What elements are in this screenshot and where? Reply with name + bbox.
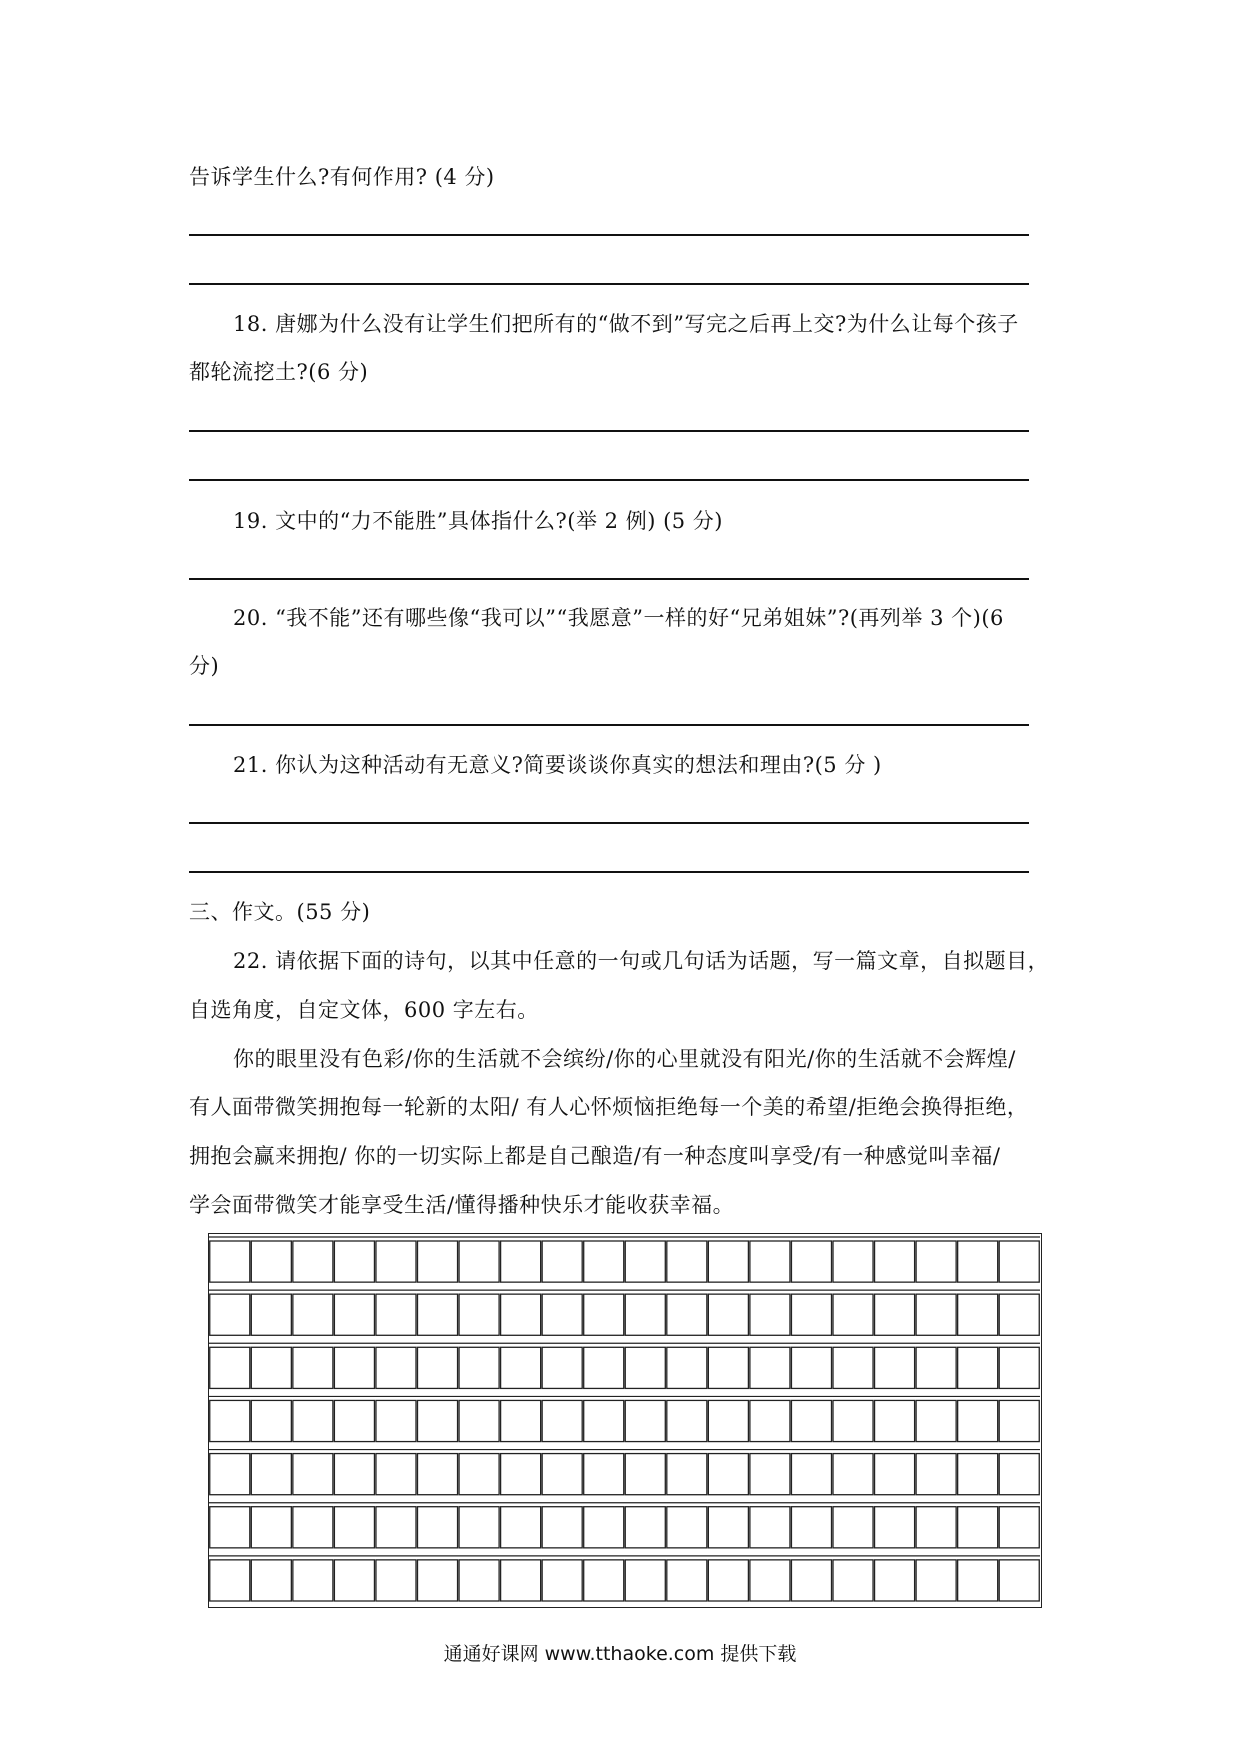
grid-cell[interactable] bbox=[625, 1507, 665, 1548]
grid-cell[interactable] bbox=[376, 1347, 416, 1388]
grid-cell[interactable] bbox=[459, 1507, 499, 1548]
grid-cell[interactable] bbox=[251, 1347, 291, 1388]
question-20-line1: 20. “我不能”还有哪些像“我可以”“我愿意”一样的好“兄弟姐妹”?(再列举 3 个)(6 bbox=[233, 606, 1004, 630]
grid-cell[interactable] bbox=[833, 1400, 873, 1441]
grid-cell[interactable] bbox=[334, 1454, 374, 1495]
grid-cell[interactable] bbox=[251, 1294, 291, 1335]
grid-cell[interactable] bbox=[791, 1241, 831, 1282]
grid-cell[interactable] bbox=[293, 1454, 333, 1495]
grid-cell[interactable] bbox=[625, 1400, 665, 1441]
grid-cell[interactable] bbox=[708, 1347, 748, 1388]
grid-cell[interactable] bbox=[667, 1507, 707, 1548]
grid-cell[interactable] bbox=[418, 1454, 458, 1495]
question-19: 19. 文中的“力不能胜”具体指什么?(举 2 例) (5 分) bbox=[233, 509, 723, 533]
grid-cell[interactable] bbox=[501, 1454, 541, 1495]
writing-grid-svg bbox=[209, 1234, 1040, 1606]
grid-cell[interactable] bbox=[251, 1241, 291, 1282]
grid-cell[interactable] bbox=[376, 1560, 416, 1601]
grid-cell[interactable] bbox=[584, 1347, 624, 1388]
grid-cell[interactable] bbox=[501, 1241, 541, 1282]
grid-cell[interactable] bbox=[418, 1560, 458, 1601]
grid-cell[interactable] bbox=[708, 1560, 748, 1601]
answer-line[interactable] bbox=[189, 871, 1029, 873]
grid-cell[interactable] bbox=[916, 1560, 956, 1601]
grid-cell[interactable] bbox=[625, 1294, 665, 1335]
grid-cell[interactable] bbox=[791, 1560, 831, 1601]
grid-cell[interactable] bbox=[791, 1347, 831, 1388]
answer-line[interactable] bbox=[189, 283, 1029, 285]
grid-cell[interactable] bbox=[750, 1241, 790, 1282]
grid-cell[interactable] bbox=[708, 1400, 748, 1441]
grid-cell[interactable] bbox=[750, 1560, 790, 1601]
grid-cell[interactable] bbox=[875, 1454, 915, 1495]
grid-cell[interactable] bbox=[833, 1560, 873, 1601]
answer-line[interactable] bbox=[189, 430, 1029, 432]
grid-cell[interactable] bbox=[999, 1400, 1039, 1441]
grid-cell[interactable] bbox=[542, 1294, 582, 1335]
grid-cell[interactable] bbox=[210, 1294, 250, 1335]
grid-cell[interactable] bbox=[334, 1241, 374, 1282]
grid-cell[interactable] bbox=[376, 1507, 416, 1548]
grid-cell[interactable] bbox=[293, 1241, 333, 1282]
grid-cell[interactable] bbox=[584, 1560, 624, 1601]
grid-cell[interactable] bbox=[958, 1454, 998, 1495]
grid-cell[interactable] bbox=[542, 1507, 582, 1548]
grid-cell[interactable] bbox=[210, 1347, 250, 1388]
grid-cell[interactable] bbox=[625, 1241, 665, 1282]
grid-cell[interactable] bbox=[334, 1560, 374, 1601]
grid-cell[interactable] bbox=[958, 1507, 998, 1548]
grid-cell[interactable] bbox=[251, 1507, 291, 1548]
question-21: 21. 你认为这种活动有无意义?简要谈谈你真实的想法和理由?(5 分 ) bbox=[233, 753, 882, 777]
grid-cell[interactable] bbox=[958, 1347, 998, 1388]
grid-cell[interactable] bbox=[833, 1294, 873, 1335]
grid-cell[interactable] bbox=[999, 1347, 1039, 1388]
grid-cell[interactable] bbox=[334, 1347, 374, 1388]
question-20-line2: 分) bbox=[189, 654, 220, 678]
grid-cell[interactable] bbox=[667, 1241, 707, 1282]
composition-prompt-line2: 自选角度，自定文体，600 字左右。 bbox=[189, 998, 539, 1022]
grid-cell[interactable] bbox=[210, 1454, 250, 1495]
grid-cell[interactable] bbox=[833, 1241, 873, 1282]
grid-cell[interactable] bbox=[334, 1400, 374, 1441]
grid-cell[interactable] bbox=[916, 1400, 956, 1441]
grid-cell[interactable] bbox=[334, 1294, 374, 1335]
grid-cell[interactable] bbox=[667, 1294, 707, 1335]
grid-cell[interactable] bbox=[708, 1241, 748, 1282]
grid-cell[interactable] bbox=[958, 1560, 998, 1601]
grid-cell[interactable] bbox=[750, 1294, 790, 1335]
grid-cell[interactable] bbox=[293, 1347, 333, 1388]
answer-line[interactable] bbox=[189, 234, 1029, 236]
grid-cell[interactable] bbox=[501, 1507, 541, 1548]
grid-cell[interactable] bbox=[210, 1507, 250, 1548]
grid-cell[interactable] bbox=[418, 1507, 458, 1548]
grid-cell[interactable] bbox=[750, 1400, 790, 1441]
answer-line[interactable] bbox=[189, 578, 1029, 580]
grid-cell[interactable] bbox=[459, 1241, 499, 1282]
grid-cell[interactable] bbox=[916, 1294, 956, 1335]
grid-cell[interactable] bbox=[833, 1454, 873, 1495]
grid-cell[interactable] bbox=[542, 1400, 582, 1441]
grid-cell[interactable] bbox=[459, 1400, 499, 1441]
grid-cell[interactable] bbox=[916, 1241, 956, 1282]
poem-line2: 有人面带微笑拥抱每一轮新的太阳/ 有人心怀烦恼拒绝每一个美的希望/拒绝会换得拒绝， bbox=[189, 1095, 1029, 1119]
grid-cell[interactable] bbox=[293, 1560, 333, 1601]
grid-cell[interactable] bbox=[501, 1347, 541, 1388]
grid-cell[interactable] bbox=[667, 1454, 707, 1495]
grid-cell[interactable] bbox=[376, 1454, 416, 1495]
grid-cell[interactable] bbox=[293, 1294, 333, 1335]
grid-cell[interactable] bbox=[625, 1560, 665, 1601]
grid-cell[interactable] bbox=[542, 1347, 582, 1388]
grid-cell[interactable] bbox=[251, 1400, 291, 1441]
grid-cell[interactable] bbox=[251, 1454, 291, 1495]
grid-cell[interactable] bbox=[459, 1454, 499, 1495]
grid-cell[interactable] bbox=[459, 1294, 499, 1335]
grid-cell[interactable] bbox=[875, 1400, 915, 1441]
section-title: 三、作文。(55 分) bbox=[189, 900, 371, 924]
grid-cell[interactable] bbox=[542, 1241, 582, 1282]
question-17-tail: 告诉学生什么?有何作用? (4 分) bbox=[189, 165, 495, 189]
grid-cell[interactable] bbox=[625, 1454, 665, 1495]
grid-cell[interactable] bbox=[750, 1507, 790, 1548]
grid-cell[interactable] bbox=[875, 1507, 915, 1548]
grid-cell[interactable] bbox=[293, 1507, 333, 1548]
grid-cell[interactable] bbox=[999, 1560, 1039, 1601]
grid-cell[interactable] bbox=[542, 1560, 582, 1601]
grid-cell[interactable] bbox=[708, 1507, 748, 1548]
grid-cell[interactable] bbox=[418, 1241, 458, 1282]
grid-cell[interactable] bbox=[251, 1560, 291, 1601]
grid-cell[interactable] bbox=[501, 1294, 541, 1335]
grid-cell[interactable] bbox=[833, 1507, 873, 1548]
grid-cell[interactable] bbox=[875, 1560, 915, 1601]
poem-line3: 拥抱会赢来拥抱/ 你的一切实际上都是自己酿造/有一种态度叫享受/有一种感觉叫幸福/ bbox=[189, 1144, 1001, 1168]
question-18-line2: 都轮流挖土?(6 分) bbox=[189, 360, 369, 384]
grid-cell[interactable] bbox=[584, 1294, 624, 1335]
grid-cell[interactable] bbox=[999, 1454, 1039, 1495]
writing-grid[interactable] bbox=[208, 1233, 1042, 1608]
grid-cell[interactable] bbox=[459, 1347, 499, 1388]
grid-cell[interactable] bbox=[210, 1400, 250, 1441]
grid-cell[interactable] bbox=[875, 1241, 915, 1282]
grid-cell[interactable] bbox=[958, 1241, 998, 1282]
grid-cell[interactable] bbox=[584, 1241, 624, 1282]
composition-prompt-line1: 22. 请依据下面的诗句，以其中任意的一句或几句话为话题，写一篇文章，自拟题目， bbox=[233, 949, 1050, 973]
grid-cell[interactable] bbox=[958, 1294, 998, 1335]
grid-cell[interactable] bbox=[625, 1347, 665, 1388]
grid-cell[interactable] bbox=[875, 1294, 915, 1335]
grid-cell[interactable] bbox=[584, 1507, 624, 1548]
grid-cell[interactable] bbox=[584, 1400, 624, 1441]
answer-line[interactable] bbox=[189, 724, 1029, 726]
grid-cell[interactable] bbox=[376, 1400, 416, 1441]
grid-cell[interactable] bbox=[376, 1241, 416, 1282]
grid-cell[interactable] bbox=[750, 1454, 790, 1495]
grid-cell[interactable] bbox=[708, 1454, 748, 1495]
grid-cell[interactable] bbox=[418, 1400, 458, 1441]
grid-cell[interactable] bbox=[293, 1400, 333, 1441]
grid-cell[interactable] bbox=[501, 1400, 541, 1441]
grid-cell[interactable] bbox=[791, 1294, 831, 1335]
grid-cell[interactable] bbox=[376, 1294, 416, 1335]
grid-cell[interactable] bbox=[708, 1294, 748, 1335]
grid-cell[interactable] bbox=[833, 1347, 873, 1388]
grid-cell[interactable] bbox=[999, 1507, 1039, 1548]
grid-cell[interactable] bbox=[667, 1560, 707, 1601]
grid-cell[interactable] bbox=[667, 1347, 707, 1388]
grid-cell[interactable] bbox=[791, 1507, 831, 1548]
grid-cell[interactable] bbox=[791, 1400, 831, 1441]
grid-cell[interactable] bbox=[958, 1400, 998, 1441]
grid-cell[interactable] bbox=[501, 1560, 541, 1601]
poem-line1: 你的眼里没有色彩/你的生活就不会缤纷/你的心里就没有阳光/你的生活就不会辉煌/ bbox=[233, 1047, 1016, 1071]
grid-cell[interactable] bbox=[875, 1347, 915, 1388]
grid-cell[interactable] bbox=[916, 1454, 956, 1495]
grid-cell[interactable] bbox=[418, 1347, 458, 1388]
grid-cell[interactable] bbox=[459, 1560, 499, 1601]
answer-line[interactable] bbox=[189, 479, 1029, 481]
question-18-line1: 18. 唐娜为什么没有让学生们把所有的“做不到”写完之后再上交?为什么让每个孩子 bbox=[233, 312, 1019, 336]
footer-credit: 通通好课网 www.tthaoke.com 提供下载 bbox=[443, 1643, 797, 1665]
poem-line4: 学会面带微笑才能享受生活/懂得播种快乐才能收获幸福。 bbox=[189, 1193, 735, 1217]
grid-cell[interactable] bbox=[210, 1241, 250, 1282]
grid-cell[interactable] bbox=[542, 1454, 582, 1495]
grid-cell[interactable] bbox=[584, 1454, 624, 1495]
answer-line[interactable] bbox=[189, 822, 1029, 824]
grid-cell[interactable] bbox=[791, 1454, 831, 1495]
grid-cell[interactable] bbox=[916, 1507, 956, 1548]
grid-cell[interactable] bbox=[418, 1294, 458, 1335]
grid-cell[interactable] bbox=[334, 1507, 374, 1548]
grid-cell[interactable] bbox=[667, 1400, 707, 1441]
grid-cell[interactable] bbox=[999, 1294, 1039, 1335]
grid-cell[interactable] bbox=[750, 1347, 790, 1388]
grid-cell[interactable] bbox=[210, 1560, 250, 1601]
grid-cell[interactable] bbox=[916, 1347, 956, 1388]
grid-cell[interactable] bbox=[999, 1241, 1039, 1282]
